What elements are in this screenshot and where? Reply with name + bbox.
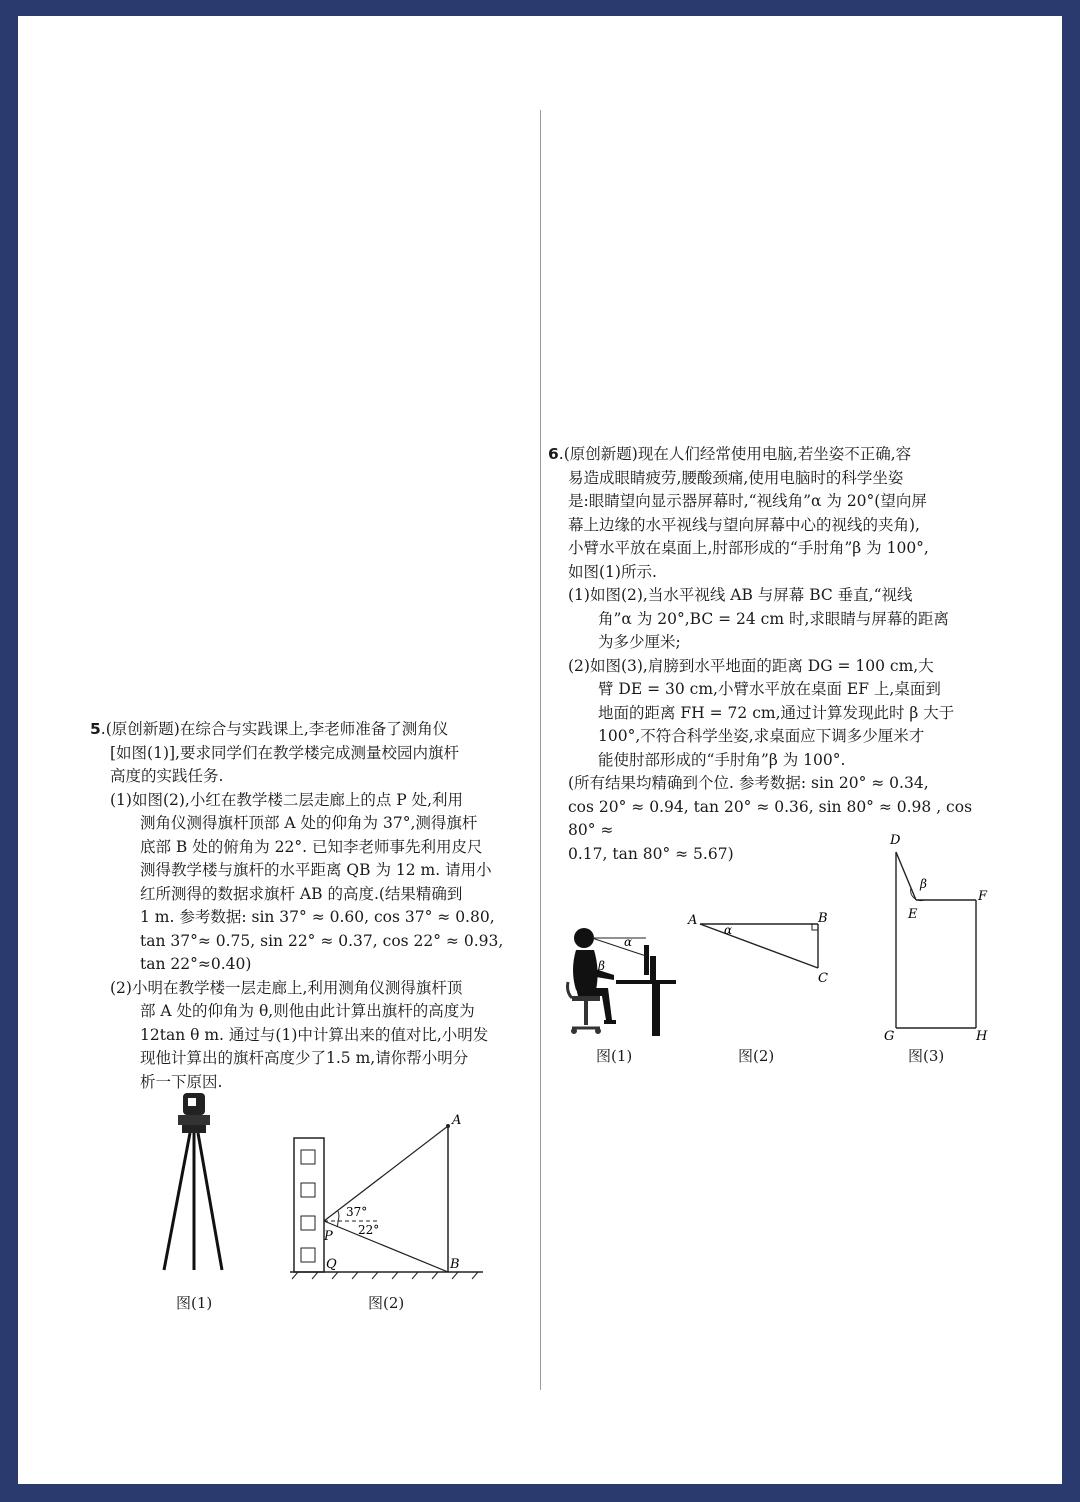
q6-reference-data: (所有结果均精确到个位. 参考数据: sin 20° ≈ 0.34, cos 20° ≈ 0.94, tan 20° ≈ 0.36, sin 80° ≈ 0.98 , cos 80° ≈ 0.17, tan 80° ≈ 5.67) xyxy=(568,774,973,863)
label-B: B xyxy=(450,1257,460,1272)
desk-leg xyxy=(652,984,660,1036)
q5-number: 5 xyxy=(90,720,101,738)
label-Q: Q xyxy=(326,1257,337,1272)
tripod-leg-right xyxy=(198,1133,222,1270)
line-PA xyxy=(324,1126,448,1221)
q6-line-0: 6.(原创新题)现在人们经常使用电脑,若坐姿不正确,容 xyxy=(548,445,912,463)
label-G: G xyxy=(884,1029,895,1044)
sight-line-center xyxy=(592,938,646,956)
tripod-leg-left xyxy=(164,1133,190,1270)
fig3-beta-label: β xyxy=(920,877,927,891)
q5-line-0: 5.(原创新题)在综合与实践课上,李老师准备了测角仪 xyxy=(90,720,449,738)
label-C: C xyxy=(818,971,828,986)
label-P: P xyxy=(324,1229,333,1244)
question-5 xyxy=(90,718,530,1094)
label-E: E xyxy=(908,907,918,922)
label-A: A xyxy=(688,913,698,928)
label-F: F xyxy=(978,889,988,904)
fig2-alpha-label: α xyxy=(724,923,733,937)
monitor-screen xyxy=(644,945,649,975)
column-divider xyxy=(540,110,541,1390)
segment-AC xyxy=(700,924,818,968)
q6-part1: (1)如图(2),当水平视线 AB 与屏幕 BC 垂直,“视线 角”α 为 20°,BC = 24 cm 时,求眼睛与屏幕的距离 为多少厘米; xyxy=(568,586,949,651)
q5-line-1: [如图(1)],要求同学们在教学楼完成测量校园内旗杆 xyxy=(110,743,459,762)
q6-part2: (2)如图(3),肩膀到水平地面的距离 DG = 100 cm,大 臂 DE = 30 cm,小臂水平放在桌面 EF 上,桌面到 地面的距离 FH = 72 cm,通过计算发现此时 β 大于 100°,不符合科学坐姿,求桌面应下调多少厘米才 能使肘部形成的“手肘角”β 为 100°. xyxy=(568,656,955,769)
q5-fig2-diagram xyxy=(288,1108,488,1280)
label-A: A xyxy=(452,1113,462,1128)
line-PB xyxy=(324,1221,448,1272)
q6-number: 6 xyxy=(548,445,559,463)
q5-part1: (1)如图(2),小红在教学楼二层走廊上的点 P 处,利用 测角仪测得旗杆顶部 A 处的仰角为 37°,测得旗杆 底部 B 处的俯角为 22°. 已知李老师事先利用皮尺 测得教学楼与旗杆的水平距离 QB 为 12 m. 请用小 红所测得的数据求旗杆 AB 的高度.(结果精确到 1 m. 参考数据: sin 37° ≈ 0.60, cos 37° ≈ 0.80, tan 37°≈ 0.75, sin 22° ≈ 0.37, cos 22° ≈ 0.93, tan 22°≈0.40) xyxy=(110,790,504,973)
q5-fig1-caption: 图(1) xyxy=(176,1294,213,1312)
q6-fig1-caption: 图(1) xyxy=(596,1047,633,1065)
theodolite-base xyxy=(178,1115,210,1125)
label-H: H xyxy=(976,1029,988,1044)
fig1-alpha-label: α xyxy=(624,935,633,949)
q6-fig3-caption: 图(3) xyxy=(908,1047,945,1065)
segment-DE xyxy=(896,852,916,900)
angle-22: 22° xyxy=(358,1223,380,1237)
desk-top xyxy=(616,980,676,984)
building xyxy=(294,1138,324,1272)
label-B: B xyxy=(818,911,828,926)
person-head xyxy=(574,928,594,948)
q5-fig1-theodolite xyxy=(150,1088,240,1278)
q5-part2: (2)小明在教学楼一层走廊上,利用测角仪测得旗杆顶 部 A 处的仰角为 θ,则他由此计算出旗杆的高度为 12tan θ m. 通过与(1)中计算出来的值对比,小明发 现他计算出的旗杆高度少了1.5 m,请你帮小明分 析一下原因. xyxy=(110,978,489,1091)
q6-fig3-diagram xyxy=(880,830,995,1045)
q5-line-2: 高度的实践任务. xyxy=(110,767,224,785)
label-D: D xyxy=(890,833,901,848)
question-6: 6.(原创新题)现在人们经常使用电脑,若坐姿不正确,容 易造成眼睛疲劳,腰酸颈痛,使用电脑时的科学坐姿 是:眼睛望向显示器屏幕时,“视线角”α 为 20°(望向屏 幕上边缘的水平视线与望向屏幕中心的视线的夹角), 小臂水平放在桌面上,肘部形成的“手肘角”β 为 100°, 如图(1)所示. (1)如图(2),当水平视线 AB 与屏幕 BC 垂直,“视线 角”α 为 20°,BC = 24 cm 时,求眼睛与屏幕的距离 为多少厘米; (2)如图(3),肩膀到水平地面的距离 DG = 100 cm,大 臂 DE = 30 cm,小臂水平放在桌面 EF 上,桌面到 地面的距离 FH = 72 cm,通过计算发现此时 β 大于 100°,不符合科学坐姿,求桌面应下调多少厘米才 能使肘部形成的“手肘角”β 为 100°. (所有结果均精确到个位. 参考数据: sin 20° ≈ 0.34, cos 20° ≈ 0.94, tan 20° ≈ 0.36, sin 80° ≈ 0.98 , cos 80° ≈ 0.17, tan 80° ≈ 5.67) xyxy=(548,443,993,866)
chair-seat xyxy=(572,996,600,1001)
q6-fig2-triangle xyxy=(684,906,834,990)
q6-fig2-caption: 图(2) xyxy=(738,1047,775,1065)
angle-37: 37° xyxy=(346,1205,368,1219)
q5-fig2-caption: 图(2) xyxy=(368,1294,405,1312)
q6-fig1-person-at-computer xyxy=(566,920,681,1040)
fig1-beta-label: β xyxy=(598,959,605,973)
monitor-stand xyxy=(650,956,656,980)
person-legs xyxy=(576,988,612,1020)
